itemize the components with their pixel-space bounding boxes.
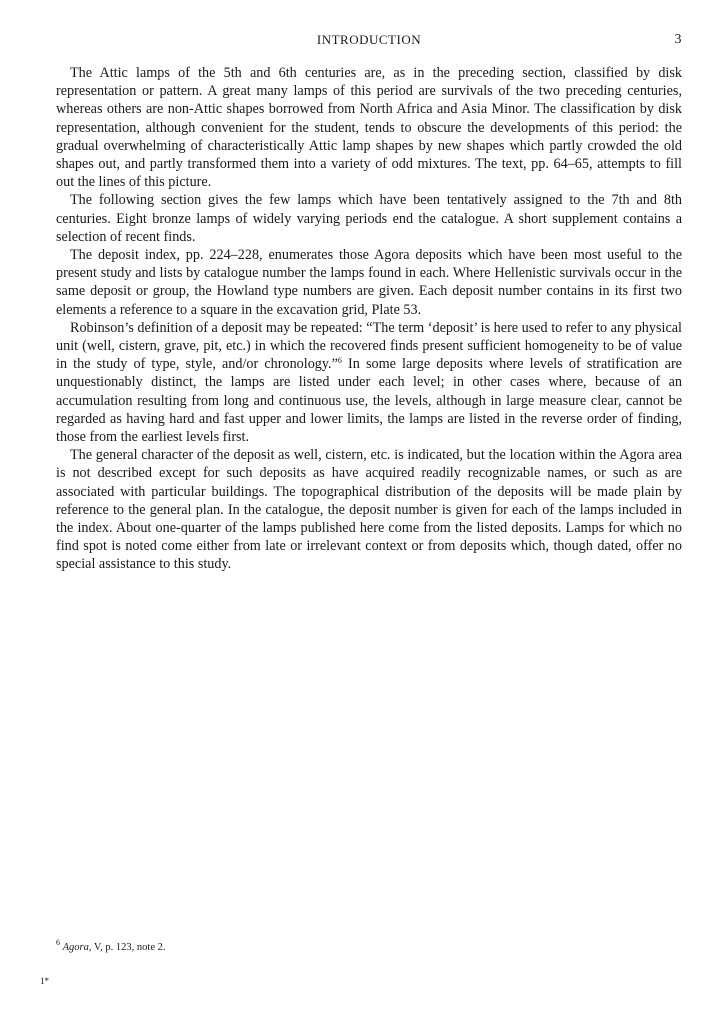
paragraph-2: The following section gives the few lamps which have been tentatively assigned to the 7th and 8th centuries. Eight bronze lamps of widely varying periods end the catalogue. A short supplement contains a selection of recent finds.	[56, 192, 682, 245]
paragraph-3: The deposit index, pp. 224–228, enumerates those Agora deposits which have been most useful to the present study and lists by catalogue number the lamps found in each. Where Hellenistic survivals occur in the same deposit or group, the Howland type numbers are given. Each deposit number contains in its first two elements a reference to a square in the excavation grid, Plate 53.	[56, 247, 682, 318]
paragraph-1: The Attic lamps of the 5th and 6th centuries are, as in the preceding section, classified by disk representation or pattern. A great many lamps of this period are survivals of the two preceding centuries, whereas others are non-Attic shapes borrowed from North Africa and Asia Minor. The classification by disk representation, although convenient for the student, tends to obscure the developments of this period: the gradual overwhelming of characteristically Attic lamp shapes by new shapes which partly crowded the old shapes out, and partly transformed them into a variety of odd mixtures. The text, pp. 64–65, attempts to fill out the lines of this picture.	[56, 65, 682, 191]
footnote-work-title: Agora	[62, 942, 89, 953]
body-text	[56, 64, 682, 574]
footnote-number: 6	[56, 938, 60, 947]
paragraph-4	[56, 319, 682, 446]
signature-mark: 1*	[40, 976, 49, 986]
paragraph-5: The general character of the deposit as well, cistern, etc. is indicated, but the location within the Agora area is not described except for such deposits as have acquired readily recognizable names, or such as are associated with particular buildings. The topographical distribution of the deposits will be made plain by reference to the general plan. In the catalogue, the deposit number is given for each of the lamps included in the index. About one-quarter of the lamps published here come from the listed deposits. Lamps for which no find spot is noted come either from late or irrelevant context or from deposits which, though dated, offer no special assistance to this study.	[56, 447, 682, 573]
footnote-reference: 6	[337, 356, 342, 366]
paragraph-4-text-a: Robinson’s definition of a deposit may be repeated: “The term ‘deposit’ is here used to refer to any physical unit (well, cistern, grave, pit, etc.) in which the recovered finds present sufficient homogeneity to be of value in the study of type, style, and/or chronology.”	[56, 319, 682, 373]
running-head-title: INTRODUCTION	[316, 32, 422, 47]
paragraph-4-text-b: In some large deposits where levels of stratification are unquestionably distinct, the lamps are listed under each level; in other cases where, because of an accumulation resulting from long and continuous use, the levels, although in large measure clear, cannot be regarded as having hard and fast upper and lower limits, the lamps are listed in the reverse order of finding, those from the earliest levels first.	[56, 356, 682, 446]
footnote	[56, 938, 456, 955]
running-head	[56, 32, 682, 50]
page-number: 3	[674, 32, 682, 47]
footnote-citation: , V, p. 123, note 2.	[88, 942, 166, 953]
